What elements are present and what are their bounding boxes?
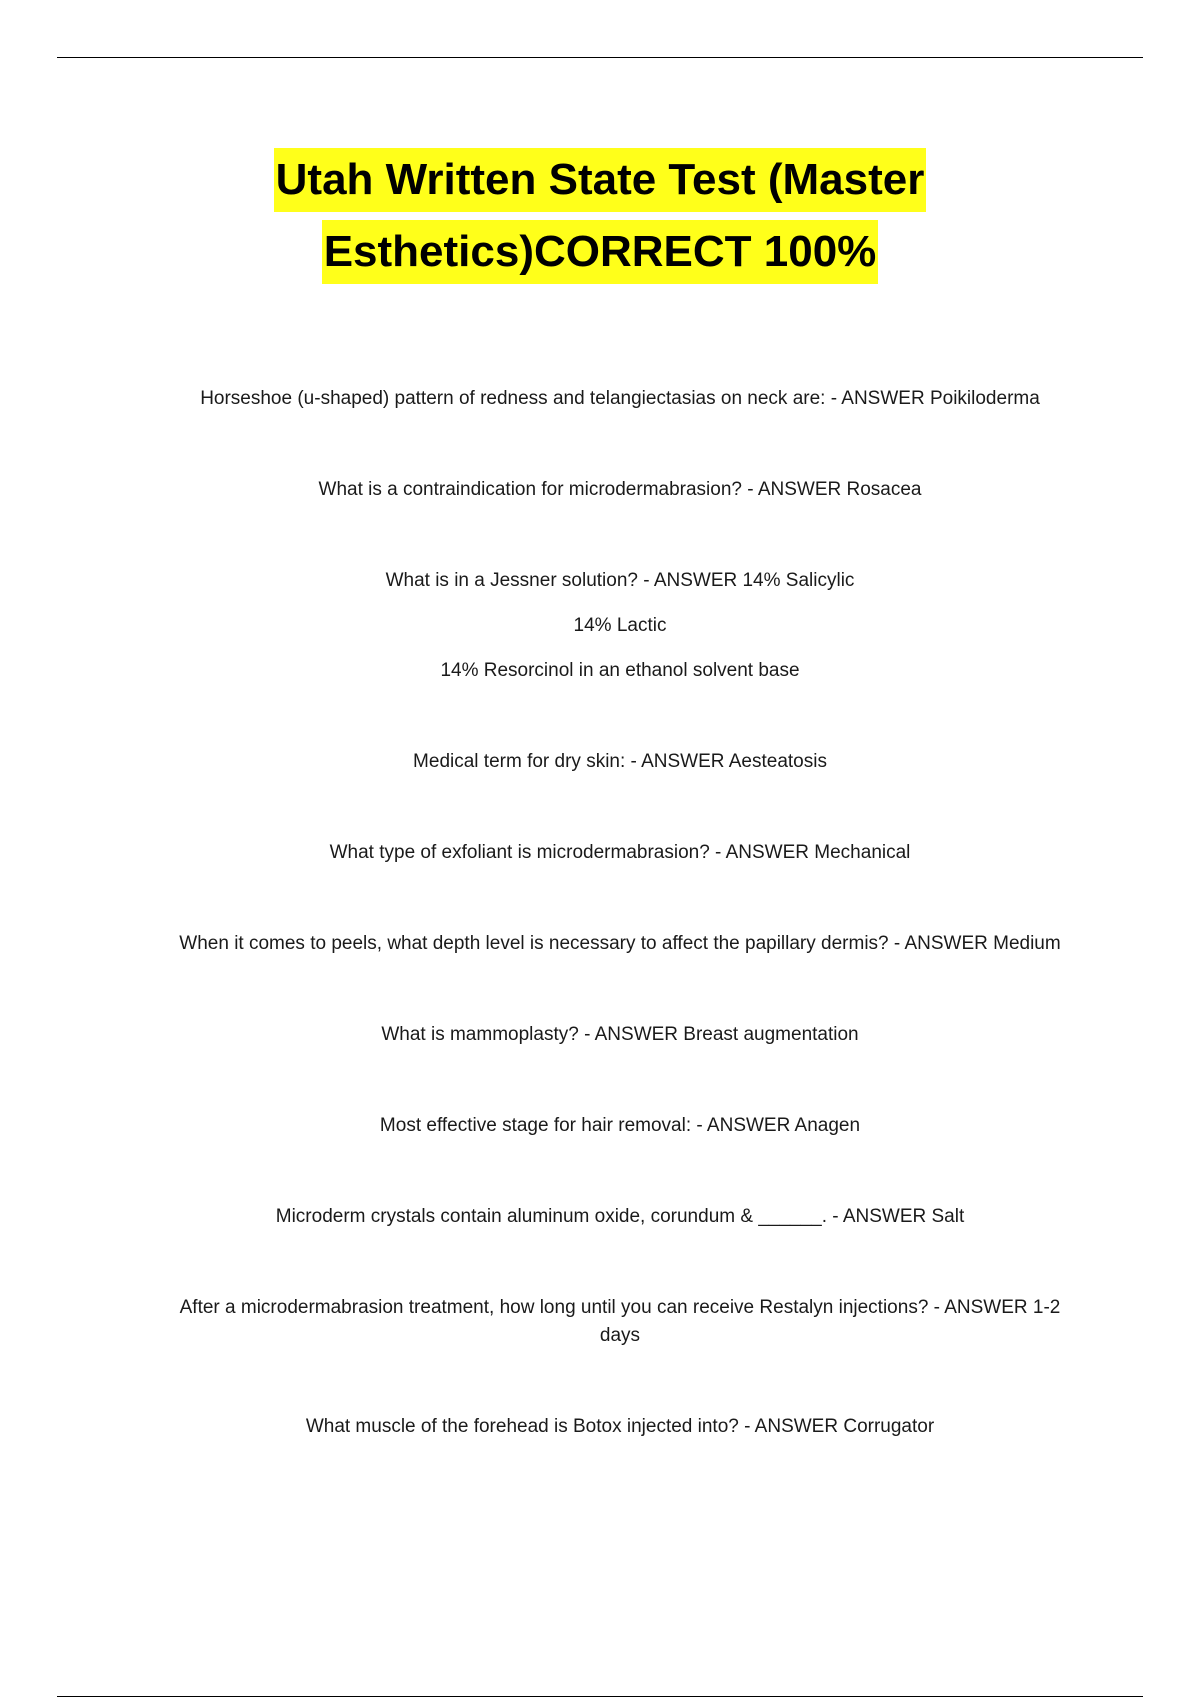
qa-text: Most effective stage for hair removal: - ANSWER Anagen xyxy=(379,1115,861,1136)
title-line-2: Esthetics)CORRECT 100% xyxy=(322,220,879,284)
qa-text: After a microdermabrasion treatment, how long until you can receive Restalyn injections? - ANSWER 1-2 xyxy=(179,1297,1061,1318)
qa-text: What is in a Jessner solution? - ANSWER 14% Salicylic xyxy=(385,570,855,591)
document-title xyxy=(120,148,1080,292)
qa-text: What muscle of the forehead is Botox injected into? - ANSWER Corrugator xyxy=(305,1416,935,1437)
qa-item xyxy=(140,1021,1100,1049)
qa-item xyxy=(140,567,1100,685)
qa-item xyxy=(140,1203,1100,1231)
qa-text: Horseshoe (u-shaped) pattern of redness and telangiectasias on neck are: - ANSWER Poikiloderma xyxy=(200,388,1040,409)
qa-text: 14% Resorcinol in an ethanol solvent base xyxy=(440,660,800,681)
title-line-1: Utah Written State Test (Master xyxy=(274,148,927,212)
qa-item xyxy=(140,930,1100,958)
qa-text: What type of exfoliant is microdermabrasion? - ANSWER Mechanical xyxy=(329,842,911,863)
qa-item xyxy=(140,476,1100,504)
bottom-rule xyxy=(57,1696,1143,1697)
qa-text: Medical term for dry skin: - ANSWER Aesteatosis xyxy=(413,751,827,772)
qa-text: days xyxy=(599,1325,641,1346)
qa-text: What is a contraindication for microdermabrasion? - ANSWER Rosacea xyxy=(318,479,922,500)
qa-text: What is mammoplasty? - ANSWER Breast augmentation xyxy=(381,1024,859,1045)
qa-item xyxy=(140,748,1100,776)
qa-text: When it comes to peels, what depth level is necessary to affect the papillary dermis? - ANSWER Medium xyxy=(179,933,1061,954)
qa-item xyxy=(140,1294,1100,1350)
qa-text: Microderm crystals contain aluminum oxide, corundum & ______. - ANSWER Salt xyxy=(275,1206,965,1227)
top-rule xyxy=(57,57,1143,58)
qa-item xyxy=(140,839,1100,867)
qa-item xyxy=(140,1413,1100,1441)
qa-list xyxy=(140,385,1100,1504)
qa-item xyxy=(140,1112,1100,1140)
qa-text: 14% Lactic xyxy=(573,615,667,636)
qa-item xyxy=(140,385,1100,413)
